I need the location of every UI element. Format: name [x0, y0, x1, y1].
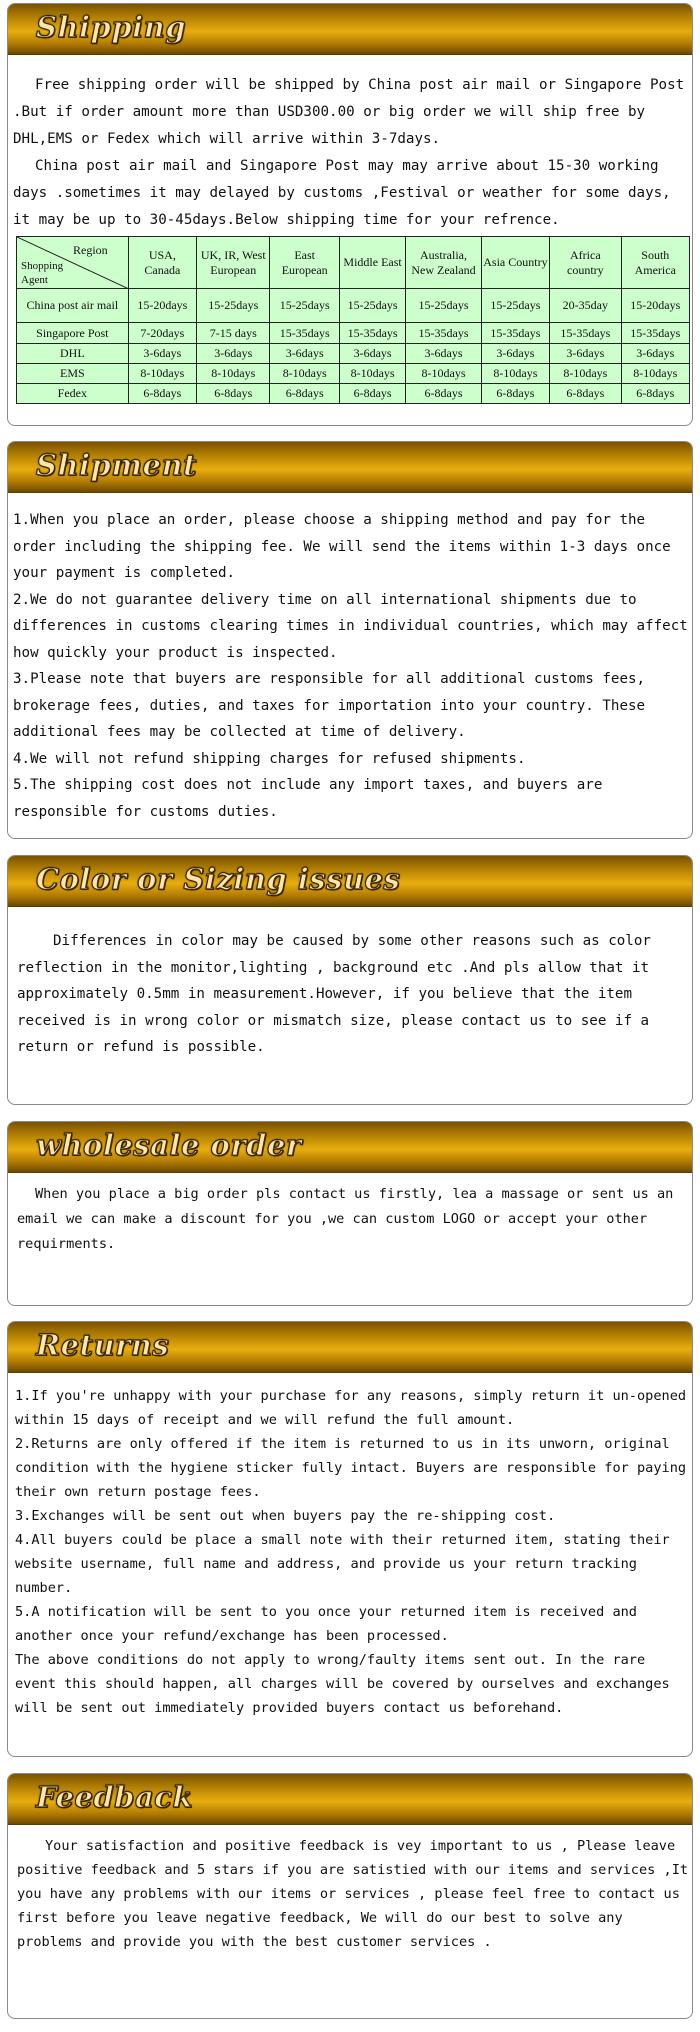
wholesale-panel [7, 1121, 693, 1306]
shipment-item: 1.When you place an order, please choose a shipping method and pay for the order including the shipping fee. We will send the items within 1-3 days once your payment is completed. [13, 512, 671, 581]
region-header: Middle East [339, 237, 405, 289]
feedback-text: Your satisfaction and positive feedback is vey important to us , Please leave positive feedback and 5 stars if you are satistied with our items and services ,It you have any problems with our items or services , please feel free to contact us first before you leave negative feedback, We will do our best to solve any problems and provide you with the best customer services . [17, 1838, 689, 1950]
color-sizing-panel [7, 855, 693, 1105]
returns-item: 2.Returns are only offered if the item is returned to us in its unworn, original condition with the hygiene sticker fully intact. Buyers are responsible for paying their own return postage fees. [15, 1436, 687, 1500]
wholesale-title: wholesale order [36, 1128, 302, 1162]
agent-cell: Fedex [17, 384, 129, 404]
time-cell: 6-8days [197, 384, 270, 404]
table-row [17, 364, 690, 384]
returns-item: 3.Exchanges will be sent out when buyers pay the re-shipping cost. [15, 1508, 556, 1524]
time-cell: 3-6days [197, 344, 270, 364]
shipment-panel [7, 441, 693, 839]
time-cell: 15-25days [197, 289, 270, 323]
table-row [17, 323, 690, 344]
time-cell: 8-10days [128, 364, 196, 384]
table-row [17, 384, 690, 404]
region-header: South America [621, 237, 689, 289]
agent-cell: EMS [17, 364, 129, 384]
time-cell: 8-10days [406, 364, 481, 384]
feedback-header [8, 1774, 692, 1825]
time-cell: 15-25days [481, 289, 549, 323]
shipment-item: 2.We do not guarantee delivery time on all international shipments due to differences in customs clearing times in individual countries, which may affect how quickly your product is inspected. [13, 591, 688, 661]
shipping-para-2: China post air mail and Singapore Post may may arrive about 15-30 working days .sometimes it may delayed by customs ,Festival or weather for some days, it may be up to 30-45days.Below shipping time for your refrence. [13, 158, 671, 228]
wholesale-body [17, 1182, 689, 1257]
time-cell: 6-8days [550, 384, 621, 404]
time-cell: 15-35days [481, 323, 549, 344]
corner-agent-label: Shopping Agent [21, 260, 64, 286]
time-cell: 15-35days [339, 323, 405, 344]
corner-region-label: Region [72, 243, 108, 257]
time-cell: 15-35days [621, 323, 689, 344]
time-cell: 15-25days [270, 289, 339, 323]
feedback-body [17, 1834, 689, 1954]
returns-title: Returns [36, 1328, 170, 1362]
time-cell: 15-35days [270, 323, 339, 344]
returns-note: The above conditions do not apply to wrong/faulty items sent out. In the rare event this should happen, all charges will be covered by ourselves and exchanges will be sent out immediately provided buyers contact us beforehand. [15, 1652, 670, 1716]
time-cell: 8-10days [197, 364, 270, 384]
time-cell: 8-10days [270, 364, 339, 384]
color-sizing-body [17, 928, 689, 1061]
time-cell: 15-25days [339, 289, 405, 323]
agent-cell: Singapore Post [17, 323, 129, 344]
wholesale-text: When you place a big order pls contact us firstly, lea a massage or sent us an email we can make a discount for you ,we can custom LOGO or accept your other requirments. [17, 1186, 674, 1252]
shipping-panel [7, 3, 693, 426]
color-sizing-text: Differences in color may be caused by some other reasons such as color reflection in the monitor,lighting , background etc .And pls allow that it approximately 0.5mm in measurement.However, if you believe that the item received is in wrong color or mismatch size, please contact us to see if a return or refund is possible. [17, 933, 651, 1055]
shipment-body [13, 507, 689, 825]
returns-panel [7, 1321, 693, 1757]
color-sizing-title: Color or Sizing issues [36, 862, 401, 896]
table-corner-cell [17, 237, 129, 289]
time-cell: 15-20days [128, 289, 196, 323]
time-cell: 3-6days [621, 344, 689, 364]
time-cell: 3-6days [270, 344, 339, 364]
time-cell: 3-6days [339, 344, 405, 364]
agent-cell: DHL [17, 344, 129, 364]
table-row [17, 289, 690, 323]
returns-item: 1.If you're unhappy with your purchase for any reasons, simply return it un-opened within 15 days of receipt and we will refund the full amount. [15, 1388, 687, 1428]
shipping-header [8, 4, 692, 55]
region-header: East European [270, 237, 339, 289]
time-cell: 6-8days [481, 384, 549, 404]
shipment-item: 5.The shipping cost does not include any import taxes, and buyers are responsible for customs duties. [13, 777, 603, 820]
time-cell: 15-35days [550, 323, 621, 344]
returns-item: 5.A notification will be sent to you once your returned item is received and another once your refund/exchange has been processed. [15, 1604, 637, 1644]
region-header: Australia, New Zealand [406, 237, 481, 289]
time-cell: 6-8days [621, 384, 689, 404]
time-cell: 3-6days [550, 344, 621, 364]
time-cell: 3-6days [406, 344, 481, 364]
time-cell: 6-8days [270, 384, 339, 404]
time-cell: 15-35days [406, 323, 481, 344]
shipping-body [13, 72, 689, 234]
time-cell: 8-10days [550, 364, 621, 384]
returns-header [8, 1322, 692, 1373]
shipment-item: 3.Please note that buyers are responsible for all additional customs fees, brokerage fees, duties, and taxes for importation into your country. These additional fees may be collected at time of delivery. [13, 671, 646, 740]
time-cell: 8-10days [481, 364, 549, 384]
time-cell: 3-6days [481, 344, 549, 364]
time-cell: 6-8days [339, 384, 405, 404]
region-header: USA, Canada [128, 237, 196, 289]
returns-body [15, 1384, 691, 1720]
time-cell: 15-20days [621, 289, 689, 323]
shipping-title: Shipping [36, 10, 186, 44]
shipment-item: 4.We will not refund shipping charges for refused shipments. [13, 750, 526, 767]
feedback-panel [7, 1773, 693, 2019]
region-header: UK, IR, West European [197, 237, 270, 289]
region-header: Asia Country [481, 237, 549, 289]
time-cell: 8-10days [339, 364, 405, 384]
shipment-title: Shipment [36, 448, 197, 482]
time-cell: 15-25days [406, 289, 481, 323]
time-cell: 3-6days [128, 344, 196, 364]
returns-item: 4.All buyers could be place a small note with their returned item, stating their website username, full name and address, and provide us your return tracking number. [15, 1532, 670, 1596]
time-cell: 7-20days [128, 323, 196, 344]
time-cell: 8-10days [621, 364, 689, 384]
shipping-para-1: Free shipping order will be shipped by China post air mail or Singapore Post .But if order amount more than USD300.00 or big order we will ship free by DHL,EMS or Fedex which will arrive within 3-7days. [13, 77, 685, 147]
time-cell: 6-8days [406, 384, 481, 404]
time-cell: 20-35day [550, 289, 621, 323]
shipment-header [8, 442, 692, 493]
feedback-title: Feedback [36, 1780, 194, 1814]
agent-cell: China post air mail [17, 289, 129, 323]
shipping-time-table [16, 236, 690, 404]
color-sizing-header [8, 856, 692, 907]
time-cell: 6-8days [128, 384, 196, 404]
region-header: Africa country [550, 237, 621, 289]
time-cell: 7-15 days [197, 323, 270, 344]
table-row [17, 344, 690, 364]
wholesale-header [8, 1122, 692, 1173]
